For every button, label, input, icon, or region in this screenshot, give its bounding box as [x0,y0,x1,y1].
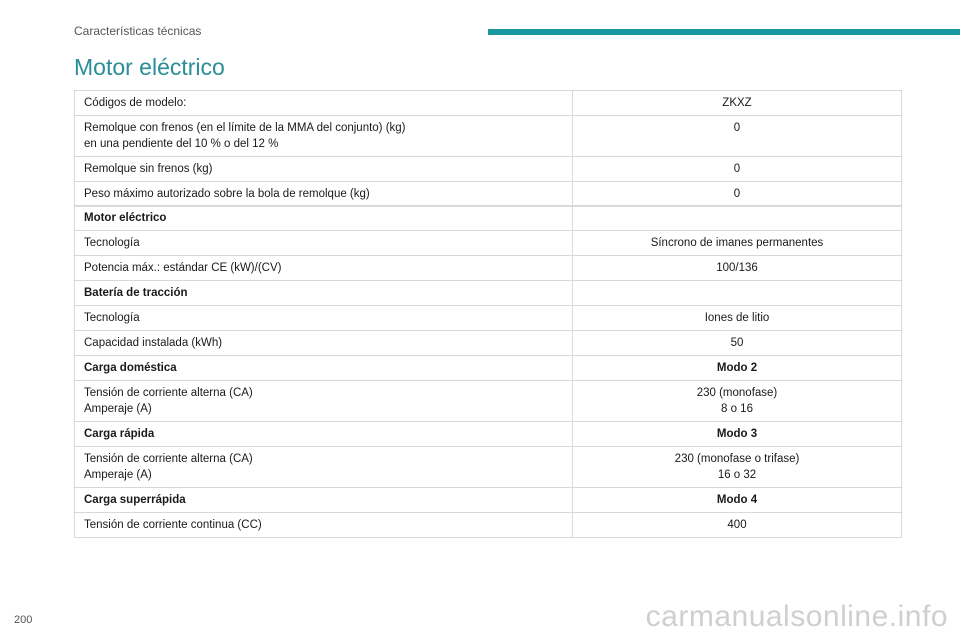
row-value [573,182,902,207]
table-row [75,381,902,422]
table-row [75,256,902,281]
page-number: 200 [14,614,33,626]
row-value [573,331,902,356]
row-label [75,488,573,513]
row-label [75,231,573,256]
row-value [573,488,902,513]
row-label [75,91,573,116]
row-label [75,206,573,231]
header-accent-bar [488,29,960,35]
watermark: carmanualsonline.info [645,600,948,633]
row-label-line: Carga rápida [84,428,155,440]
row-label [75,281,573,306]
row-label-line: Tensión de corriente alterna (CA) [84,387,253,399]
row-value-line: 400 [727,519,747,531]
row-value-line: 0 [733,122,741,134]
section-label: Características técnicas [74,24,202,38]
table-row [75,422,902,447]
table-row [75,356,902,381]
row-value [573,91,902,116]
row-label-line: Potencia máx.: estándar CE (kW)/(CV) [84,262,282,274]
row-value-line: Síncrono de imanes permanentes [650,237,824,249]
table-row [75,281,902,306]
row-value-line: 0 [733,163,741,175]
spec-table-towing [74,90,902,207]
row-label-line: Capacidad instalada (kWh) [84,337,223,349]
row-value-line: ZKXZ [722,97,752,109]
row-label-line: Remolque con frenos (en el límite de la MMA del conjunto) (kg) [84,122,406,134]
row-label-line: Tecnología [84,312,140,324]
row-value-line: 16 o 32 [717,469,757,481]
row-value-line: Modo 3 [716,428,758,440]
row-value-line: Modo 2 [716,362,758,374]
row-value-line: 230 (monofase) [696,387,778,399]
row-value [573,356,902,381]
row-label [75,513,573,538]
table-row [75,306,902,331]
row-value [573,281,902,306]
row-value [573,381,902,422]
row-label-line: Remolque sin frenos (kg) [84,163,213,175]
row-value [573,447,902,488]
row-label [75,182,573,207]
row-label-line: Tecnología [84,237,140,249]
row-value [573,231,902,256]
row-label [75,356,573,381]
table-row [75,182,902,207]
row-label [75,306,573,331]
table-row [75,91,902,116]
row-label [75,447,573,488]
row-value-line: 50 [730,337,744,349]
row-value [573,513,902,538]
table-row [75,447,902,488]
row-value-line: 230 (monofase o trifase) [674,453,800,465]
table-row [75,331,902,356]
row-label-line: Carga superrápida [84,494,186,506]
row-value-line: Iones de litio [704,312,770,324]
table-row [75,231,902,256]
row-label [75,256,573,281]
row-value [573,206,902,231]
table-row [75,206,902,231]
row-label [75,381,573,422]
row-label-line: Códigos de modelo: [84,97,187,109]
row-value [573,422,902,447]
spec-table-electric-motor [74,205,902,538]
row-label-line: Batería de tracción [84,287,188,299]
row-value [573,157,902,182]
row-value-line: Modo 4 [716,494,758,506]
row-value [573,116,902,157]
row-label-line: en una pendiente del 10 % o del 12 % [84,138,279,150]
row-value [573,256,902,281]
table-row [75,116,902,157]
row-label-line: Carga doméstica [84,362,177,374]
row-label-line: Tensión de corriente continua (CC) [84,519,262,531]
row-label-line: Peso máximo autorizado sobre la bola de remolque (kg) [84,188,370,200]
row-label [75,116,573,157]
table-row [75,513,902,538]
row-label-line: Tensión de corriente alterna (CA) [84,453,253,465]
row-label-line: Amperaje (A) [84,403,152,415]
row-value-line: 0 [733,188,741,200]
row-label-line: Motor eléctrico [84,212,167,224]
row-value-line: 100/136 [716,262,758,274]
row-label-line: Amperaje (A) [84,469,152,481]
row-value-line: 8 o 16 [721,403,753,415]
table-row [75,157,902,182]
row-label [75,157,573,182]
page-title: Motor eléctrico [74,54,225,80]
table-row [75,488,902,513]
row-label [75,331,573,356]
row-value [573,306,902,331]
row-label [75,422,573,447]
